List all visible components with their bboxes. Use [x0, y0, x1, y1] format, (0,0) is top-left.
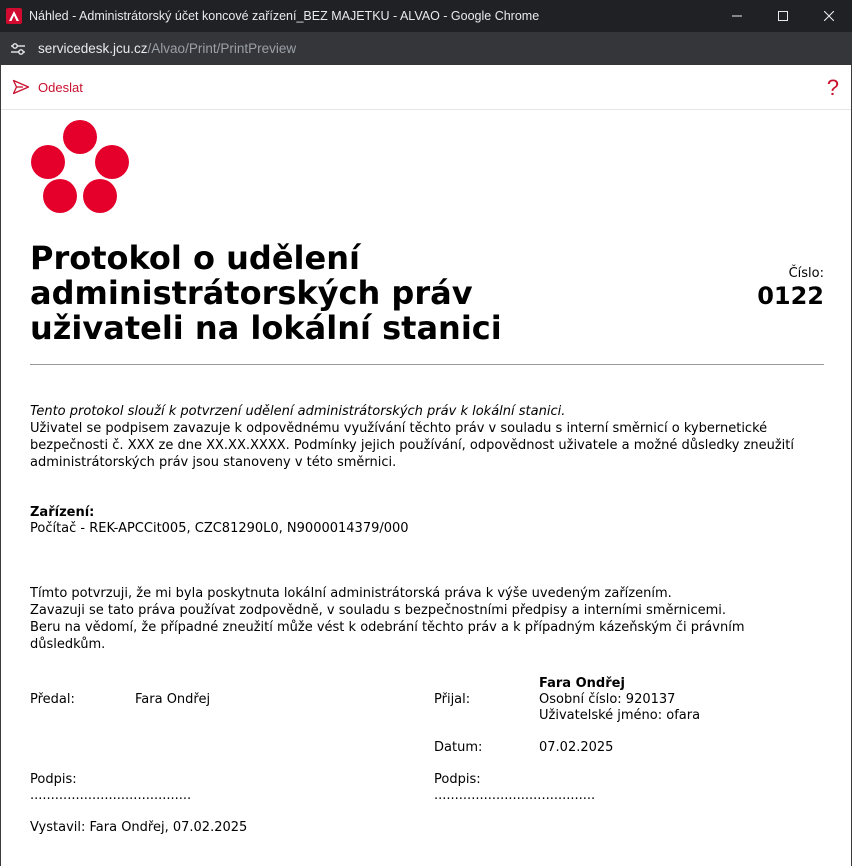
intro-line: administrátorských práv jsou stanoveny v této směrnici.	[30, 455, 397, 470]
send-button-label: Odeslat	[38, 79, 83, 95]
intro-italic-line: Tento protokol slouží k potvrzení udělení administrátorských práv k lokální stanici.	[30, 404, 566, 419]
alvao-app-icon	[6, 8, 22, 24]
window-title: Náhled - Administrátorský účet koncové zařízení_BEZ MAJETKU - ALVAO - Google Chrome	[29, 9, 540, 23]
signature-line-handover: .......................................	[30, 788, 192, 803]
close-button[interactable]	[806, 0, 852, 32]
url-path: /Alvao/Print/PrintPreview	[147, 41, 297, 56]
minimize-button[interactable]	[714, 0, 760, 32]
issued-by: Vystavil: Fara Ondřej, 07.02.2025	[30, 820, 248, 835]
help-button[interactable]: ?	[826, 75, 839, 100]
receiver-personal-number: Osobní číslo: 920137	[539, 692, 676, 707]
signature-label-receiver: Podpis:	[434, 772, 481, 787]
intro-line: Uživatel se podpisem zavazuje k odpovědnému využívání těchto práv v souladu s interní směrnicí o kybernetické	[30, 421, 768, 436]
confirmation-line: důsledkům.	[30, 637, 106, 652]
intro-line: bezpečnosti č. XXX ze dne XX.XX.XXXX. Podmínky jejich používání, odpovědnost uživatele a možné důsledky zneužití	[30, 438, 794, 453]
maximize-button[interactable]	[760, 0, 806, 32]
window-titlebar	[0, 0, 852, 32]
receiver-username: Uživatelské jméno: ofara	[539, 708, 701, 723]
signature-label-handover: Podpis:	[30, 772, 77, 787]
handover-label: Předal:	[30, 692, 75, 707]
title-divider	[30, 364, 824, 365]
confirmation-line: Zavazuji se tato práva používat zodpovědně, v souladu s bezpečnostními předpisy a interními směrnicemi.	[30, 603, 726, 618]
send-button[interactable]	[12, 79, 83, 95]
university-logo	[30, 119, 130, 214]
page-content	[0, 65, 852, 866]
document-number-label: Číslo:	[788, 266, 824, 281]
confirmation-line: Beru na vědomí, že případné zneužití může vést k odebrání těchto práv a k případným kázeňským či právním	[30, 620, 745, 635]
print-toolbar	[1, 65, 851, 110]
confirmation-line: Tímto potvrzuji, že mi byla poskytnuta lokální administrátorská práva k výše uvedeným zařízením.	[30, 586, 672, 601]
confirmation-paragraph	[30, 585, 824, 653]
document-title-line: administrátorských práv	[30, 274, 473, 312]
intro-paragraph	[30, 403, 824, 471]
handover-name: Fara Ondřej	[135, 692, 211, 707]
date-label: Datum:	[434, 740, 483, 755]
document-title-line: uživateli na lokální stanici	[30, 309, 502, 347]
document-title-line: Protokol o udělení	[30, 239, 360, 277]
site-settings-icon[interactable]	[8, 39, 28, 59]
document-number: 0122	[757, 282, 824, 310]
document-title	[30, 241, 590, 346]
device-label: Zařízení:	[30, 505, 95, 520]
address-bar[interactable]	[0, 32, 852, 65]
url-host: servicedesk.jcu.cz	[38, 41, 148, 56]
device-value: Počítač - REK-APCCit005, CZC81290L0, N9000014379/000	[30, 521, 409, 536]
send-icon	[12, 79, 30, 95]
receiver-name: Fara Ondřej	[539, 676, 625, 691]
signature-line-receiver: .......................................	[434, 788, 596, 803]
receiver-label: Přijal:	[434, 692, 471, 707]
date-value: 07.02.2025	[539, 740, 614, 755]
